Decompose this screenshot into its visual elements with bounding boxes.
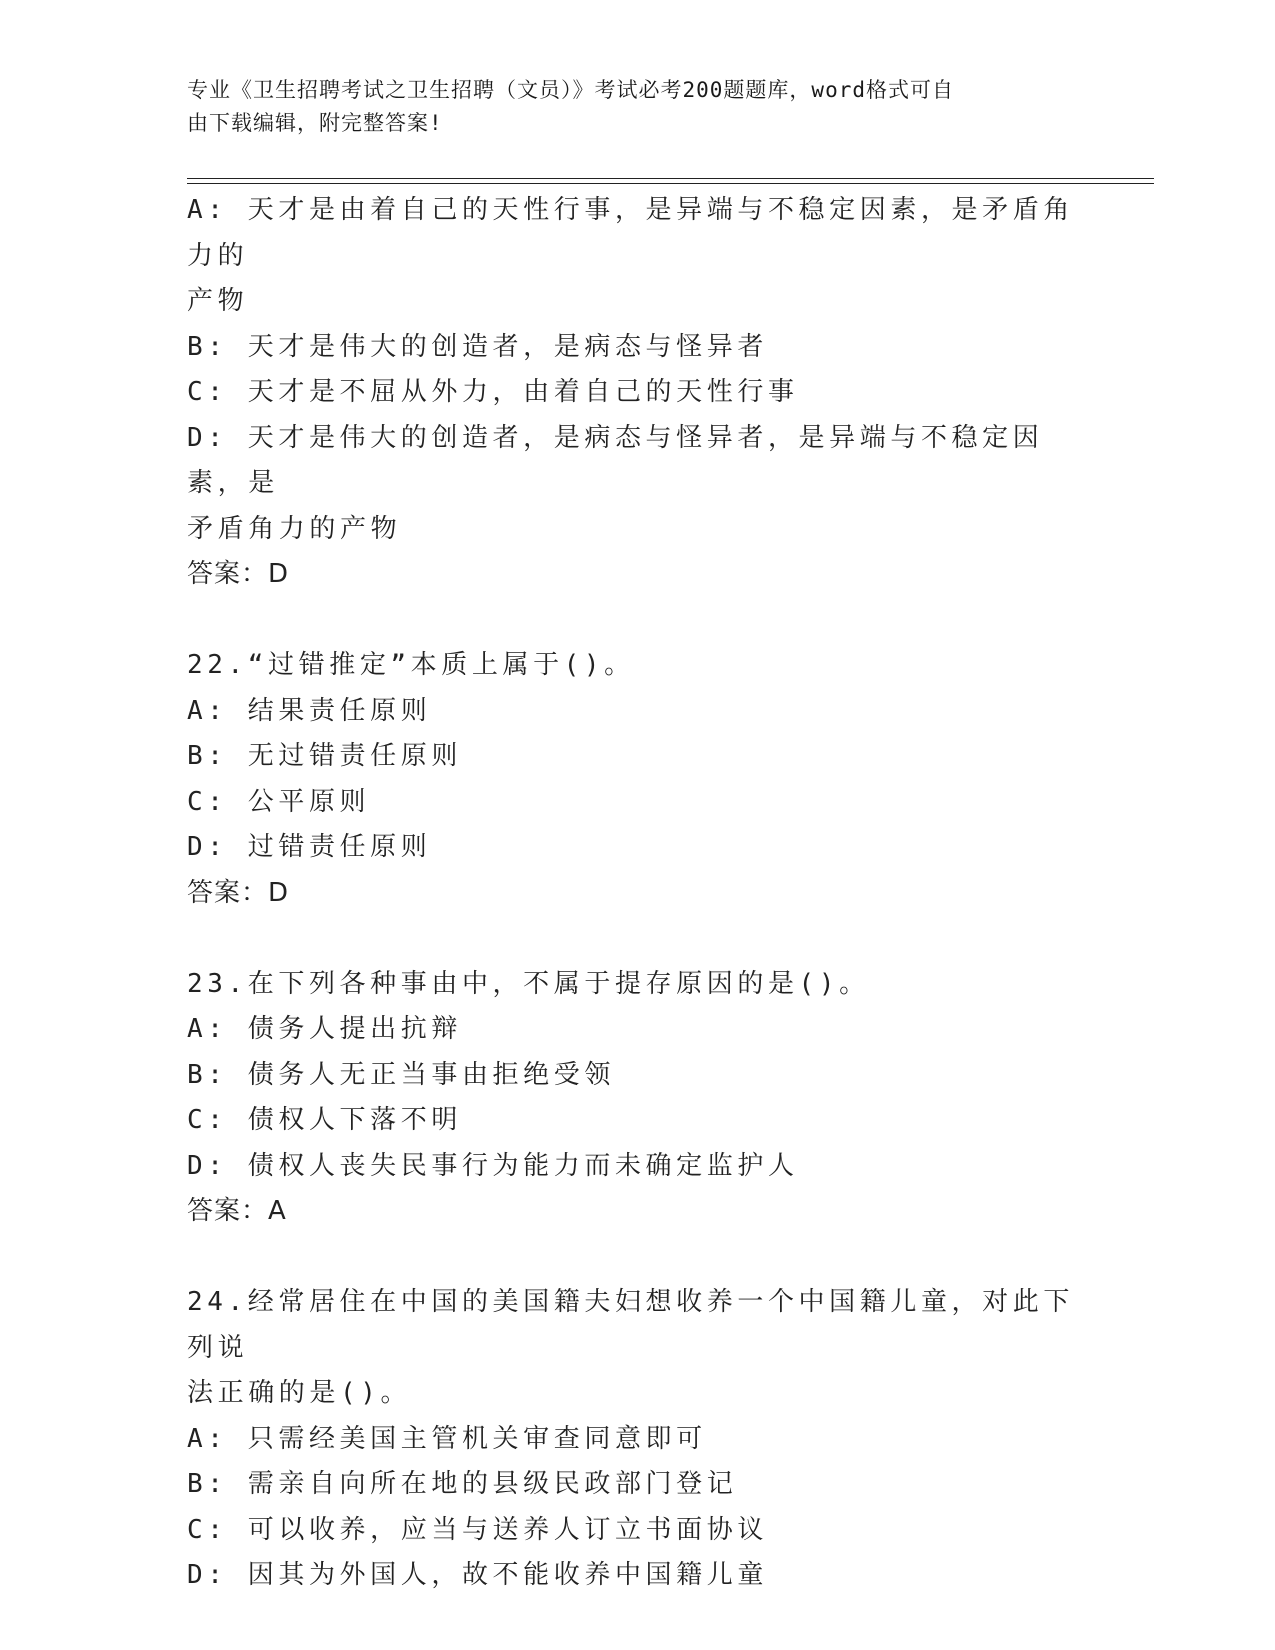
option-a: A: 债务人提出抗辩: [187, 1014, 462, 1044]
option-a: A: 只需经美国主管机关审查同意即可: [187, 1423, 707, 1454]
question-text-line-2: 法正确的是()。: [187, 1378, 412, 1408]
document-body: [187, 188, 1087, 1599]
option-b: B: 天才是伟大的创造者，是病态与怪异者: [187, 331, 768, 362]
header-rule-bottom: [187, 183, 1154, 184]
option-d-line-1: D: 天才是伟大的创造者，是病态与怪异者，是异端与不稳定因素，是: [187, 422, 1044, 498]
question-24: [187, 1280, 1087, 1599]
question-22: [187, 643, 1087, 916]
answer: 答案：D: [187, 559, 290, 589]
option-b: B: 无过错责任原则: [187, 741, 462, 771]
option-a-line-1: A: 天才是由着自己的天性行事，是异端与不稳定因素，是矛盾角力的: [187, 195, 1074, 271]
header-line-2: 由下载编辑，附完整答案!: [187, 111, 443, 135]
header-line-1: 专业《卫生招聘考试之卫生招聘（文员）》考试必考200题题库，word格式可自: [187, 78, 954, 102]
option-c: C: 天才是不屈从外力，由着自己的天性行事: [187, 377, 799, 407]
answer: 答案：A: [187, 1196, 287, 1226]
option-d: D: 因其为外国人，故不能收养中国籍儿童: [187, 1560, 768, 1590]
option-d: D: 过错责任原则: [187, 832, 432, 862]
option-b: B: 需亲自向所在地的县级民政部门登记: [187, 1469, 738, 1499]
option-a-line-2: 产物: [187, 286, 249, 316]
option-d-line-2: 矛盾角力的产物: [187, 513, 402, 544]
question-21-options: [187, 188, 1087, 598]
spacer: [187, 916, 1087, 962]
question-text-line-1: 24.经常居住在中国的美国籍夫妇想收养一个中国籍儿童，对此下列说: [187, 1287, 1074, 1363]
option-c: C: 债权人下落不明: [187, 1105, 462, 1135]
option-b: B: 债务人无正当事由拒绝受领: [187, 1059, 615, 1090]
option-a: A: 结果责任原则: [187, 695, 432, 726]
option-c: C: 公平原则: [187, 786, 371, 817]
question-text: 22.“过错推定”本质上属于()。: [187, 650, 635, 680]
option-d: D: 债权人丧失民事行为能力而未确定监护人: [187, 1150, 799, 1181]
header-rule-top: [187, 178, 1154, 179]
answer: 答案：D: [187, 877, 290, 908]
spacer: [187, 1235, 1087, 1281]
question-text: 23.在下列各种事由中，不属于提存原因的是()。: [187, 968, 870, 999]
spacer: [187, 598, 1087, 644]
option-c: C: 可以收养，应当与送养人订立书面协议: [187, 1514, 768, 1545]
question-23: [187, 962, 1087, 1235]
document-header: [187, 74, 1067, 140]
